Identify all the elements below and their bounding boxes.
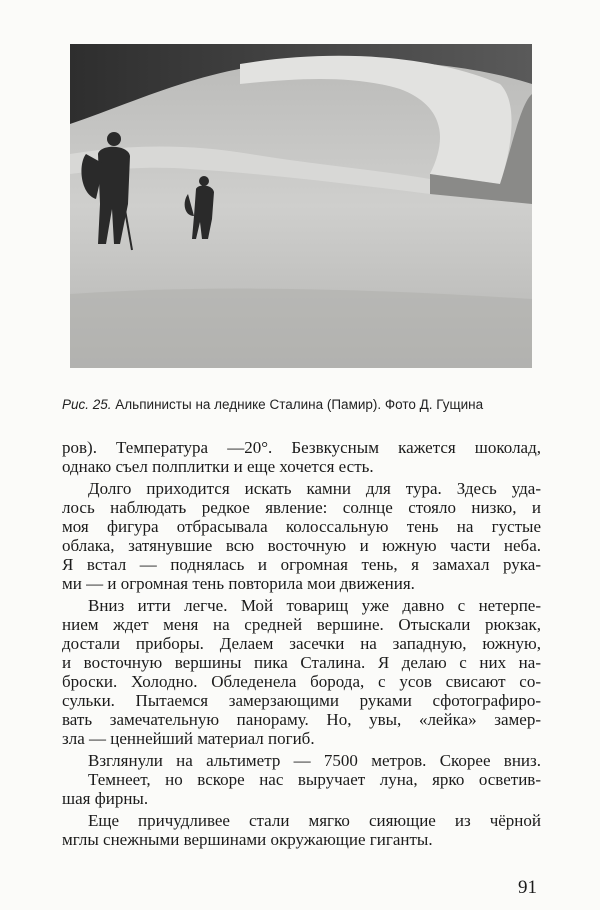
text-line: зла — ценнейший материал погиб.	[62, 729, 315, 748]
text-line: мглы снежными вершинами окружающие гиганты.	[62, 830, 433, 849]
text-line: ров). Температура —20°. Безвкусным кажется шоколад,	[62, 438, 541, 457]
text-line: шая фирны.	[62, 789, 149, 808]
text-line: Я встал — поднялась и огромная тень, я замахал рука-	[62, 555, 541, 574]
text-line: достали приборы. Делаем засечки на западную, южную,	[62, 634, 541, 653]
text-line: облака, затянувшие всю восточную и южную части неба.	[62, 536, 541, 555]
text-line: вать замечательную панораму. Но, увы, «лейка» замер-	[62, 710, 541, 729]
text-line: и восточную вершины пика Сталина. Я делаю с них на-	[62, 653, 541, 672]
text-line: Еще причудливее стали мягко сияющие из чёрной	[88, 811, 541, 830]
text-line: нием ждет меня на средней вершине. Отыскали рюкзак,	[62, 615, 541, 634]
photo-alpinists-on-glacier	[70, 44, 532, 368]
text-line: Взглянули на альтиметр — 7500 метров. Скорее вниз.	[88, 751, 541, 770]
figure-caption	[62, 397, 542, 412]
text-line: сульки. Пытаемся замерзающими руками сфотографиро-	[62, 691, 541, 710]
page-number: 91	[518, 877, 537, 898]
text-line: броски. Холодно. Обледенела борода, с усов свисают со-	[62, 672, 541, 691]
text-line: ми — и огромная тень повторила мои движения.	[62, 574, 415, 593]
figure-caption-text: Альпинисты на леднике Сталина (Памир). Фото Д. Гущина	[115, 397, 484, 412]
text-line: Вниз итти легче. Мой товарищ уже давно с нетерпе-	[88, 596, 541, 615]
text-line: лось наблюдать редкое явление: солнце стояло низко, и	[62, 498, 541, 517]
text-line: моя фигура отбрасывала колоссальную тень на густые	[62, 517, 541, 536]
text-line: Долго приходится искать камни для тура. Здесь уда-	[88, 479, 541, 498]
text-line: Темнеет, но вскоре нас выручает луна, ярко осветив-	[88, 770, 541, 789]
text-line: однако съел полплитки и еще хочется есть.	[62, 457, 374, 476]
figure-label: Рис. 25.	[62, 397, 112, 412]
